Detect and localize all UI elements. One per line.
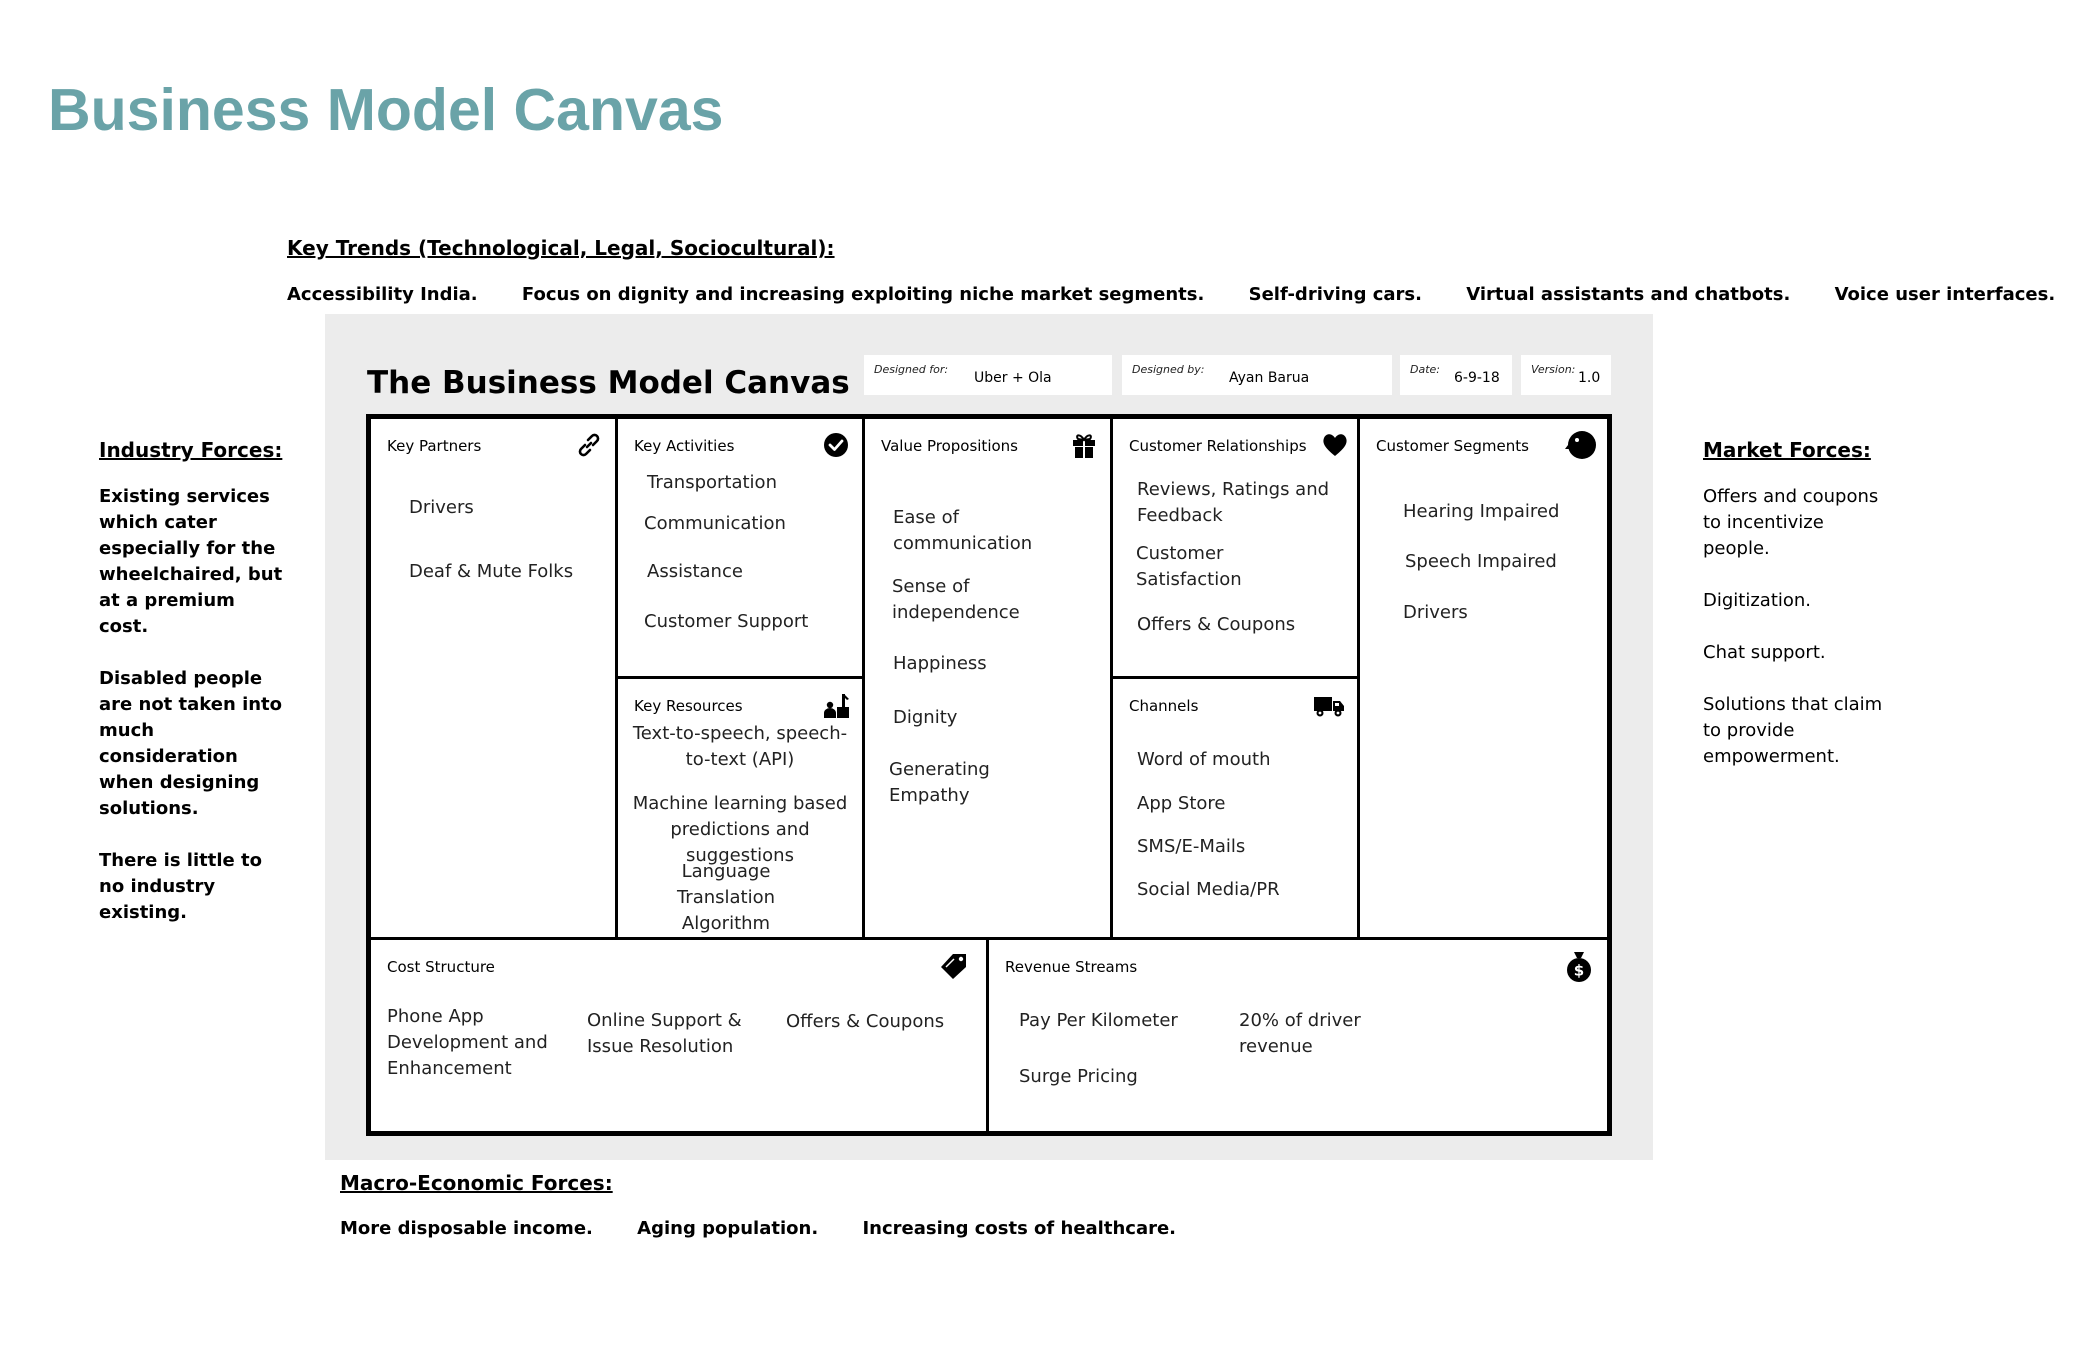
- key-activities-label: Key Activities: [634, 437, 735, 455]
- page-title: Business Model Canvas: [48, 77, 724, 143]
- channels-label: Channels: [1129, 697, 1199, 715]
- channel-item: App Store: [1137, 793, 1226, 814]
- revenue-streams-label: Revenue Streams: [1005, 958, 1138, 976]
- channel-item: Social Media/PR: [1137, 879, 1280, 900]
- key-trend-item: Self-driving cars.: [1248, 284, 1422, 305]
- channel-item: SMS/E-Mails: [1137, 836, 1246, 857]
- key-activity-item: Communication: [644, 513, 786, 534]
- market-forces-list: [1703, 484, 1893, 796]
- revenue-streams-block: [989, 940, 1607, 1131]
- value-propositions-block: [865, 419, 1110, 937]
- revenue-item: 20% of driver revenue: [1239, 1010, 1361, 1057]
- user-head-icon: [1565, 429, 1597, 461]
- customer-segments-label: Customer Segments: [1376, 437, 1529, 455]
- date-label: Date:: [1410, 363, 1440, 376]
- key-partner-item: Drivers: [409, 497, 474, 518]
- macro-force-item: Increasing costs of healthcare.: [862, 1218, 1177, 1239]
- version-value: 1.0: [1578, 370, 1601, 386]
- key-trends-list: [287, 284, 2093, 305]
- designed-for-box: [864, 355, 1112, 395]
- cost-item: Offers & Coupons: [786, 1011, 945, 1032]
- key-activity-item: Assistance: [647, 561, 743, 582]
- macro-force-item: More disposable income.: [340, 1218, 593, 1239]
- market-force-item: Offers and coupons to incentivize people.: [1703, 486, 1879, 559]
- customer-segment-item: Speech Impaired: [1405, 551, 1557, 572]
- industry-force-item: Existing services which cater especially for the wheelchaired, but at a premium cost.: [99, 486, 283, 637]
- industry-forces-list: [99, 484, 284, 952]
- version-label: Version:: [1531, 363, 1576, 376]
- date-box: [1400, 355, 1512, 395]
- key-partners-block: [371, 419, 615, 937]
- key-trends-heading: Key Trends (Technological, Legal, Sociocultural):: [287, 236, 835, 260]
- channel-item: Word of mouth: [1137, 749, 1271, 770]
- key-resource-item: Text-to-speech, speech-to-text (API): [632, 723, 848, 770]
- key-resource-item: Machine learning based predictions and suggestions: [632, 793, 848, 866]
- key-trend-item: Voice user interfaces.: [1834, 284, 2056, 305]
- value-proposition-item: Ease of communication: [893, 507, 1033, 554]
- industry-force-item: There is little to no industry existing.: [99, 850, 262, 923]
- designed-by-value: Ayan Barua: [1229, 370, 1310, 386]
- business-model-canvas: [366, 414, 1612, 1136]
- macro-forces-heading: Macro-Economic Forces:: [340, 1171, 613, 1195]
- revenue-item: Surge Pricing: [1019, 1066, 1138, 1087]
- key-trend-item: Accessibility India.: [287, 284, 478, 305]
- svg-text:$: $: [1573, 961, 1585, 980]
- truck-icon: [1313, 691, 1345, 719]
- key-resources-block: [618, 679, 862, 937]
- cost-item: Online Support & Issue Resolution: [587, 1010, 742, 1057]
- market-force-item: Solutions that claim to provide empowerment.: [1703, 694, 1883, 767]
- heart-icon: [1321, 431, 1349, 459]
- value-proposition-item: Happiness: [893, 653, 987, 674]
- customer-relationships-label: Customer Relationships: [1129, 437, 1307, 455]
- designed-for-label: Designed for:: [874, 363, 949, 376]
- designed-by-box: [1122, 355, 1392, 395]
- channels-block: [1113, 679, 1357, 937]
- price-tag-icon: [940, 952, 968, 980]
- key-trend-item: Virtual assistants and chatbots.: [1466, 284, 1791, 305]
- customer-segment-item: Drivers: [1403, 602, 1468, 623]
- gift-icon: [1070, 431, 1098, 459]
- date-value: 6-9-18: [1454, 370, 1500, 386]
- key-trend-item: Focus on dignity and increasing exploiting niche market segments.: [521, 284, 1205, 305]
- cost-structure-label: Cost Structure: [387, 958, 495, 976]
- key-activity-item: Transportation: [647, 472, 777, 493]
- industry-force-item: Disabled people are not taken into much consideration when designing solutions.: [99, 668, 283, 819]
- customer-relationships-block: [1113, 419, 1357, 676]
- customer-segments-block: [1360, 419, 1607, 937]
- version-box: [1521, 355, 1611, 395]
- value-proposition-item: Sense of independence: [892, 576, 1020, 623]
- link-icon: [575, 431, 603, 459]
- checkmark-icon: [822, 431, 850, 459]
- industry-forces-heading: Industry Forces:: [99, 438, 283, 462]
- market-forces-heading: Market Forces:: [1703, 438, 1871, 462]
- customer-relationship-item: Customer Satisfaction: [1136, 543, 1242, 590]
- key-resource-item: Language Translation Algorithm: [676, 861, 776, 934]
- market-force-item: Digitization.: [1703, 590, 1812, 611]
- value-proposition-item: Generating Empathy: [889, 759, 990, 806]
- customer-segment-item: Hearing Impaired: [1403, 501, 1560, 522]
- macro-force-item: Aging population.: [637, 1218, 819, 1239]
- value-propositions-label: Value Propositions: [881, 437, 1018, 455]
- key-activities-block: [618, 419, 862, 676]
- revenue-item: Pay Per Kilometer: [1019, 1010, 1178, 1031]
- customer-relationship-item: Reviews, Ratings and Feedback: [1137, 479, 1330, 526]
- key-partners-label: Key Partners: [387, 437, 482, 455]
- key-partner-item: Deaf & Mute Folks: [409, 561, 574, 582]
- customer-relationship-item: Offers & Coupons: [1137, 614, 1296, 635]
- designed-for-value: Uber + Ola: [974, 370, 1052, 386]
- designed-by-label: Designed by:: [1132, 363, 1205, 376]
- value-proposition-item: Dignity: [893, 707, 958, 728]
- market-force-item: Chat support.: [1703, 642, 1826, 663]
- canvas-title: The Business Model Canvas: [367, 365, 850, 401]
- cost-structure-block: [371, 940, 986, 1131]
- cost-item: Phone App Development and Enhancement: [387, 1006, 548, 1079]
- key-activity-item: Customer Support: [644, 611, 809, 632]
- key-resources-label: Key Resources: [634, 697, 743, 715]
- factory-worker-icon: [822, 691, 850, 719]
- macro-forces-list: [340, 1218, 1214, 1239]
- money-bag-icon: [1565, 950, 1593, 982]
